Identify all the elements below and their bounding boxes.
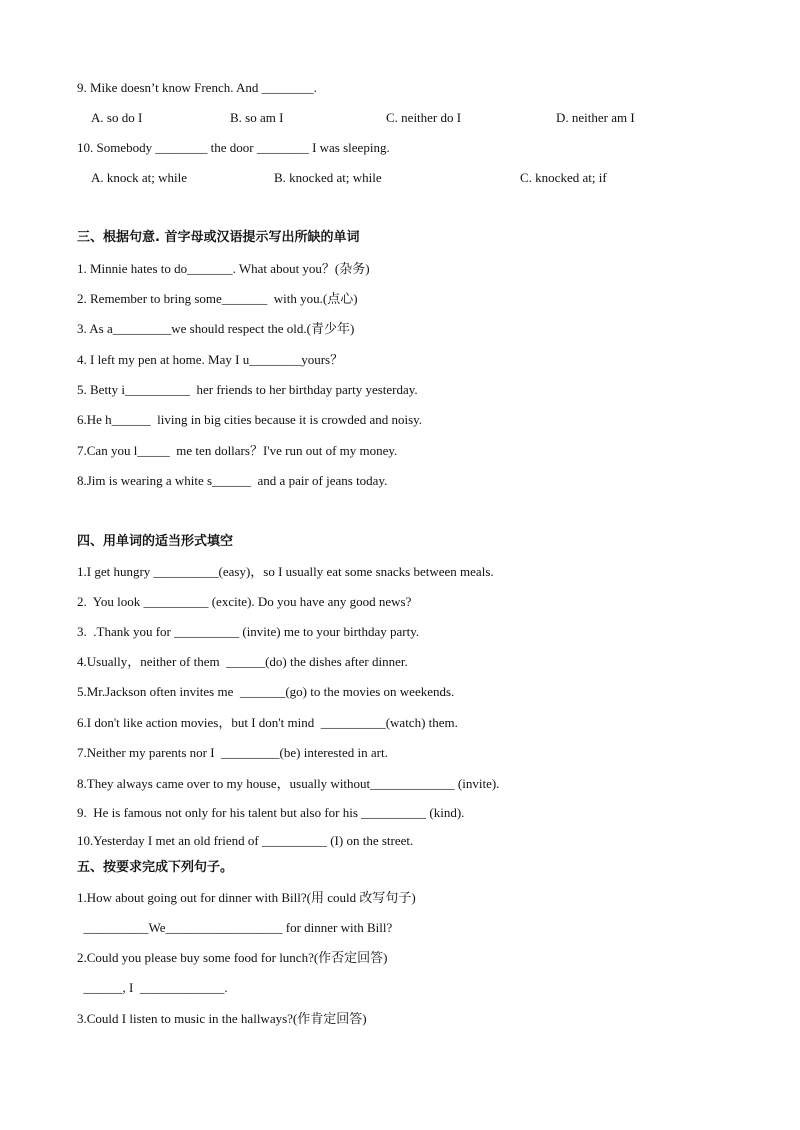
section-3-item: 7.Can you l_____ me ten dollars？I've run out of my money. (77, 443, 398, 458)
section-3-item: 8.Jim is wearing a white s______ and a pair of jeans today. (77, 473, 388, 488)
question-9-option-c: C. neither do I (386, 110, 462, 125)
section-5-line: __________We__________________ for dinner with Bill? (77, 920, 393, 935)
section-4-item: 5.Mr.Jackson often invites me _______(go) to the movies on weekends. (77, 684, 455, 699)
section-5-line: ______, I _____________. (77, 980, 228, 995)
section-4-item: 9. He is famous not only for his talent but also for his __________ (kind). (77, 805, 465, 820)
section-3-title: 三、根据句意. 首字母或汉语提示写出所缺的单词 (77, 230, 360, 245)
section-4-item: 7.Neither my parents nor I _________(be) interested in art. (77, 745, 388, 760)
section-5-title: 五、按要求完成下列句子。 (77, 860, 234, 875)
section-3-item: 6.He h______ living in big cities because it is crowded and noisy. (77, 412, 423, 427)
section-3-item: 5. Betty i__________ her friends to her birthday party yesterday. (77, 382, 418, 397)
section-4-item: 10.Yesterday I met an old friend of __________ (I) on the street. (77, 833, 414, 848)
section-3-item: 3. As a_________we should respect the old.(青少年) (77, 321, 355, 336)
section-4-item: 2. You look __________ (excite). Do you have any good news? (77, 594, 412, 609)
question-10-option-a: A. knock at; while (91, 170, 188, 185)
section-5-line: 3.Could I listen to music in the hallways?(作肯定回答) (77, 1011, 367, 1026)
question-9-option-a: A. so do I (91, 110, 143, 125)
section-3-item: 2. Remember to bring some_______ with you.(点心) (77, 291, 358, 306)
question-10-stem: 10. Somebody ________ the door ________ I was sleeping. (77, 140, 390, 155)
question-9-stem: 9. Mike doesn’t know French. And ________. (77, 80, 317, 95)
question-10-option-b: B. knocked at; while (274, 170, 382, 185)
section-4-item: 3. .Thank you for __________ (invite) me to your birthday party. (77, 624, 420, 639)
question-10-option-c: C. knocked at; if (520, 170, 607, 185)
question-9-option-b: B. so am I (230, 110, 284, 125)
section-3-item: 4. I left my pen at home. May I u________yours？ (77, 352, 344, 367)
question-9-option-d: D. neither am I (556, 110, 635, 125)
section-4-item: 1.I get hungry __________(easy)，so I usually eat some snacks between meals. (77, 564, 494, 579)
section-4-title: 四、用单词的适当形式填空 (77, 534, 234, 549)
section-3-item: 1. Minnie hates to do_______. What about you？(杂务) (77, 261, 370, 276)
section-5-line: 1.How about going out for dinner with Bill?(用 could 改写句子) (77, 890, 416, 905)
section-4-item: 8.They always came over to my house，usually without_____________ (invite). (77, 776, 500, 791)
section-4-item: 4.Usually，neither of them ______(do) the dishes after dinner. (77, 654, 408, 669)
section-4-item: 6.I don't like action movies，but I don't mind __________(watch) them. (77, 715, 458, 730)
section-5-line: 2.Could you please buy some food for lunch?(作否定回答) (77, 950, 388, 965)
